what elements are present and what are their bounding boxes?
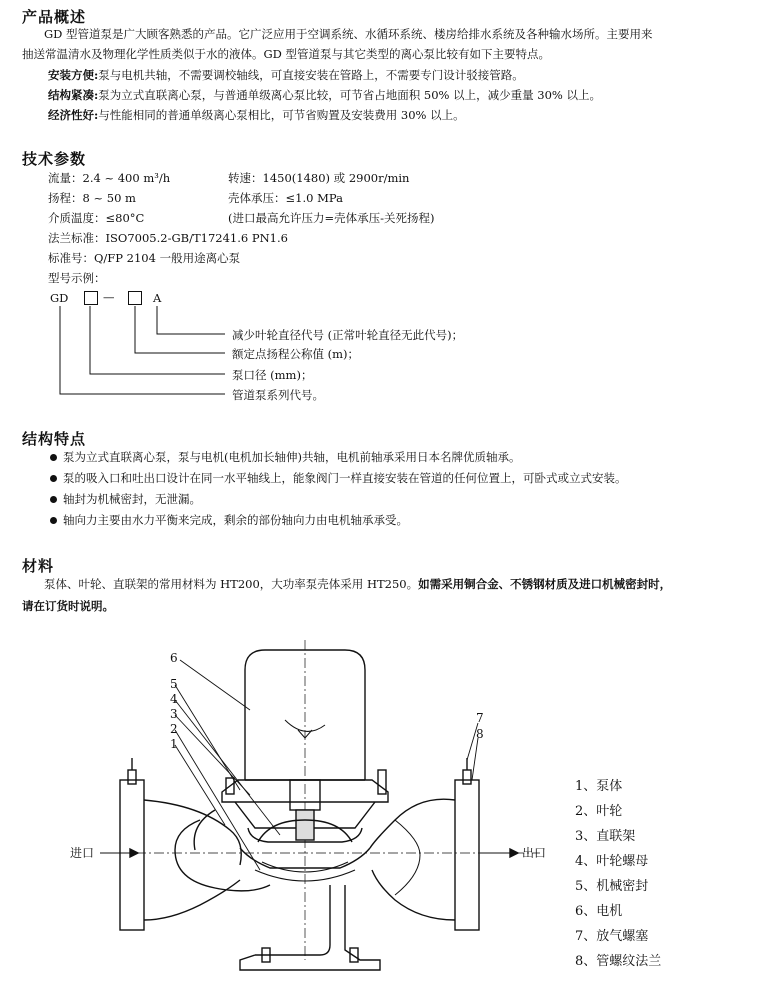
legend-item-impeller: 2、叶轮	[575, 804, 623, 819]
callout-3: 3	[170, 707, 178, 721]
param-model-example: 型号示例：	[48, 271, 106, 285]
bullet-dot	[50, 454, 57, 461]
bullet-dot	[50, 517, 57, 524]
inlet-label: 进口	[70, 846, 95, 860]
param-standard: 标准号：Q/FP 2104 一般用途离心泵	[48, 251, 241, 265]
model-note-impeller: 减少叶轮直径代号 (正常叶轮直径无此代号)；	[232, 328, 464, 342]
legend-item-motor: 6、电机	[575, 904, 623, 919]
callout-6: 6	[170, 651, 178, 665]
param-speed: 转速：1450(1480) 或 2900r/min	[228, 171, 410, 185]
model-note-caliber: 泵口径 (mm)；	[232, 368, 313, 382]
legend-item-vent-plug: 7、放气螺塞	[575, 929, 649, 944]
legend-item-impeller-nut: 4、叶轮螺母	[575, 854, 649, 869]
pump-cross-section-diagram	[0, 630, 560, 1000]
feature-text: 泵与电机共轴，不需要调校轴线，可直接安装在管路上，不需要专门设计驳接管路。	[98, 68, 524, 82]
structure-item-text: 泵为立式直联离心泵，泵与电机(电机加长轴伸)共轴，电机前轴承采用日本名牌优质轴承。	[63, 450, 521, 464]
feature-label: 安装方便:	[48, 68, 99, 82]
model-code-gd: GD	[50, 291, 69, 305]
structure-heading: 结构特点	[22, 430, 87, 448]
model-code-a: A	[153, 291, 162, 305]
bullet-dot	[50, 496, 57, 503]
model-note-head: 额定点扬程公称值 (m)；	[232, 347, 360, 361]
model-note-series: 管道泵系列代号。	[232, 388, 324, 402]
structure-item	[50, 491, 201, 507]
legend-item-threaded-flange: 8、管螺纹法兰	[575, 954, 662, 969]
materials-line2: 请在订货时说明。	[22, 599, 114, 613]
tech-heading: 技术参数	[22, 150, 87, 168]
materials-heading: 材料	[22, 557, 55, 575]
structure-item	[50, 470, 627, 486]
structure-item-text: 泵的吸入口和吐出口设计在同一水平轴线上，能象阀门一样直接安装在管道的任何位置上，可卧式或立式安装。	[63, 471, 627, 485]
structure-item-text: 轴封为机械密封，无泄漏。	[63, 492, 201, 506]
materials-text: 泵体、叶轮、直联架的常用材料为 HT200，大功率泵壳体采用 HT250。	[44, 577, 419, 591]
structure-item	[50, 512, 408, 528]
callout-5: 5	[170, 677, 178, 691]
param-temp: 介质温度：≤80°C	[48, 211, 145, 225]
structure-item	[50, 449, 520, 465]
param-pressure: 壳体承压：≤1.0 MPa	[228, 191, 343, 205]
feature-text: 泵为立式直联离心泵，与普通单级离心泵比较，可节省占地面积 50% 以上，减少重量 30% 以上。	[98, 88, 601, 102]
legend-item-bracket: 3、直联架	[575, 829, 636, 844]
callout-7: 7	[476, 711, 484, 725]
callout-2: 2	[170, 722, 178, 736]
param-flange: 法兰标准：ISO7005.2-GB/T17241.6 PN1.6	[48, 231, 288, 245]
materials-text-bold: 如需采用铜合金、不锈钢材质及进口机械密封时，	[418, 577, 672, 591]
feature-label: 经济性好:	[48, 108, 99, 122]
param-head: 扬程：8 ~ 50 m	[48, 191, 136, 205]
param-flow: 流量：2.4 ~ 400 m³/h	[48, 171, 171, 185]
overview-heading: 产品概述	[22, 8, 87, 26]
callout-1: 1	[170, 737, 178, 751]
structure-item-text: 轴向力主要由水力平衡来完成，剩余的部份轴向力由电机轴承承受。	[63, 513, 408, 527]
callout-4: 4	[170, 692, 178, 706]
callout-8: 8	[476, 727, 484, 741]
param-pressure-note: (进口最高允许压力=壳体承压-关死扬程)	[228, 211, 435, 225]
legend-item-mech-seal: 5、机械密封	[575, 879, 649, 894]
overview-para-line1: GD 型管道泵是广大顾客熟悉的产品。它广泛应用于空调系统、水循环系统、楼房给排水系统及各种输水场所。主要用来	[44, 27, 653, 41]
materials-line1	[44, 574, 671, 594]
overview-para-line2: 抽送常温清水及物理化学性质类似于水的液体。GD 型管道泵与其它类型的离心泵比较有如下主要特点。	[22, 47, 551, 61]
model-code-leader-lines	[0, 0, 260, 410]
model-code-dash: —	[103, 290, 115, 304]
legend-item-pump-body: 1、泵体	[575, 779, 623, 794]
bullet-dot	[50, 475, 57, 482]
outlet-label: 出口	[522, 846, 547, 860]
feature-text: 与性能相同的普通单级离心泵相比，可节省购置及安装费用 30% 以上。	[98, 108, 465, 122]
feature-label: 结构紧凑:	[48, 88, 99, 102]
